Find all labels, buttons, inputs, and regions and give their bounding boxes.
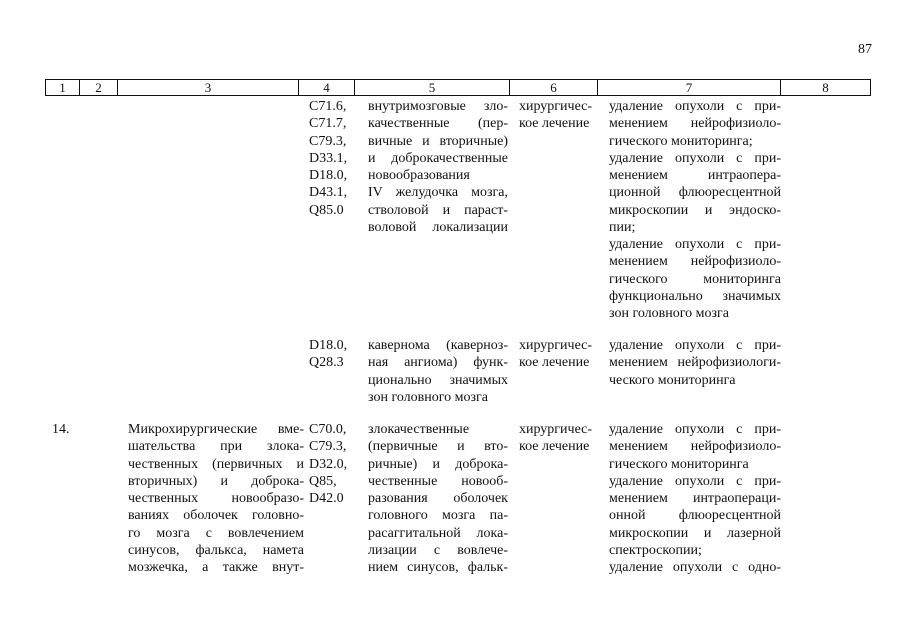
row-3-treatment-type	[519, 421, 601, 456]
text-line: микроскопии и лазерной	[609, 525, 781, 541]
code-line: D32.0,	[309, 456, 348, 472]
code-line: D18.0,	[309, 168, 348, 183]
row-3-number: 14.	[52, 422, 70, 437]
text-line: онной флюоресцентной	[609, 508, 781, 524]
text-line: чественных (первичных и	[128, 456, 304, 472]
header-col-5: 5	[355, 80, 510, 96]
text-line: (первичные и вто-	[368, 439, 508, 455]
text-line: зон головного мозга	[368, 389, 488, 405]
text-line: воловой локализации	[368, 219, 508, 235]
text-line: менением интраопераци-	[609, 491, 781, 506]
header-col-3: 3	[118, 80, 299, 96]
text-line: вичные и вторичные)	[368, 133, 508, 149]
header-col-8: 8	[781, 80, 871, 96]
code-line: Q28.3	[309, 355, 344, 371]
row-1-diagnosis	[368, 98, 508, 236]
text-line: лизации с вовлече-	[368, 542, 508, 558]
text-line: удаление опухоли с при-	[609, 473, 781, 489]
text-line: удаление опухоли с при-	[609, 237, 781, 252]
text-line: ная ангиома) функ-	[368, 355, 508, 371]
text-line: хирургичес-	[519, 422, 593, 437]
text-line: кое лечение	[519, 355, 590, 371]
code-line: C71.7,	[309, 116, 347, 132]
text-line: зон головного мозга	[609, 306, 729, 321]
row-3-diagnosis	[368, 421, 508, 576]
text-line: кавернома (каверноз-	[368, 338, 508, 353]
row-3-treatment-method	[609, 421, 781, 576]
row-1-treatment-type	[519, 98, 601, 133]
text-line: гического мониторинга;	[609, 133, 753, 149]
text-line: ционной флюоресцентной	[609, 185, 781, 201]
text-line: удаление опухоли с при-	[609, 338, 781, 353]
code-line: C70.0,	[309, 422, 347, 437]
page-number: 87	[858, 42, 872, 57]
code-line: C71.6,	[309, 99, 347, 114]
text-line: вторичных) и доброка-	[128, 473, 304, 489]
header-col-7: 7	[598, 80, 781, 96]
text-line: менением нейрофизиоло-	[609, 116, 781, 132]
text-line: головного мозга па-	[368, 508, 508, 524]
text-line: кое лечение	[519, 439, 590, 455]
text-line: внутримозговые зло-	[368, 99, 508, 114]
text-line: удаление опухоли с при-	[609, 422, 781, 437]
text-line: кое лечение	[519, 116, 590, 132]
row-1-codes	[309, 98, 369, 219]
text-line: функционально значимых	[609, 288, 781, 304]
text-line: и доброкачественные	[368, 150, 508, 166]
text-line: злокачественные	[368, 422, 470, 437]
header-col-6: 6	[510, 80, 598, 96]
row-3-intervention	[128, 421, 304, 576]
text-line: менением нейрофизиоло-	[609, 439, 781, 455]
text-line: пии;	[609, 219, 636, 235]
row-2-treatment-type	[519, 337, 601, 372]
text-line: гического мониторинга	[609, 271, 781, 287]
text-line: ваниях оболочек головно-	[128, 508, 304, 524]
text-line: ческого мониторинга	[609, 372, 736, 388]
header-col-4: 4	[299, 80, 355, 96]
code-line: C79.3,	[309, 439, 347, 455]
text-line: удаление опухоли с одно-	[609, 560, 781, 575]
text-line: удаление опухоли с при-	[609, 99, 781, 114]
code-line: Q85.0	[309, 202, 344, 218]
row-2-diagnosis	[368, 337, 508, 406]
text-line: нием синусов, фальк-	[368, 560, 508, 575]
row-2-codes	[309, 337, 369, 372]
code-line: D18.0,	[309, 338, 348, 353]
row-3-codes	[309, 421, 369, 507]
text-line: чественные новооб-	[368, 473, 508, 489]
text-line: менением нейрофизиоло-	[609, 254, 781, 270]
code-line: Q85,	[309, 473, 337, 489]
text-line: новообразования	[368, 168, 470, 183]
text-line: удаление опухоли с при-	[609, 150, 781, 166]
text-line: расаггитальной лока-	[368, 525, 508, 541]
text-line: спектроскопии;	[609, 542, 702, 558]
text-line: менением интраопера-	[609, 168, 781, 183]
row-2-treatment-method	[609, 337, 781, 389]
text-line: ционально значимых	[368, 372, 508, 388]
code-line: D33.1,	[309, 150, 348, 166]
code-line: C79.3,	[309, 133, 347, 149]
text-line: разования оболочек	[368, 491, 508, 506]
text-line: менением нейрофизиологи-	[609, 355, 781, 371]
text-line: микроскопии и эндоско-	[609, 202, 781, 218]
text-line: шательства при злока-	[128, 439, 304, 455]
text-line: хирургичес-	[519, 99, 593, 114]
code-line: D42.0	[309, 491, 344, 506]
header-col-2: 2	[80, 80, 118, 96]
text-line: ричные) и доброка-	[368, 456, 508, 472]
text-line: качественные (пер-	[368, 116, 508, 132]
column-number-header	[45, 79, 871, 96]
header-row	[46, 80, 871, 96]
code-line: D43.1,	[309, 185, 348, 201]
text-line: IV желудочка мозга,	[368, 185, 508, 201]
row-1-treatment-method	[609, 98, 781, 322]
text-line: стволовой и параст-	[368, 202, 508, 218]
text-line: го мозга с вовлечением	[128, 525, 304, 541]
text-line: Микрохирургические вме-	[128, 422, 304, 437]
text-line: чественных новообразо-	[128, 491, 304, 506]
text-line: гического мониторинга	[609, 456, 749, 472]
text-line: синусов, фалькса, намета	[128, 542, 304, 558]
header-col-1: 1	[46, 80, 80, 96]
text-line: хирургичес-	[519, 338, 593, 353]
text-line: мозжечка, а также внут-	[128, 560, 304, 575]
